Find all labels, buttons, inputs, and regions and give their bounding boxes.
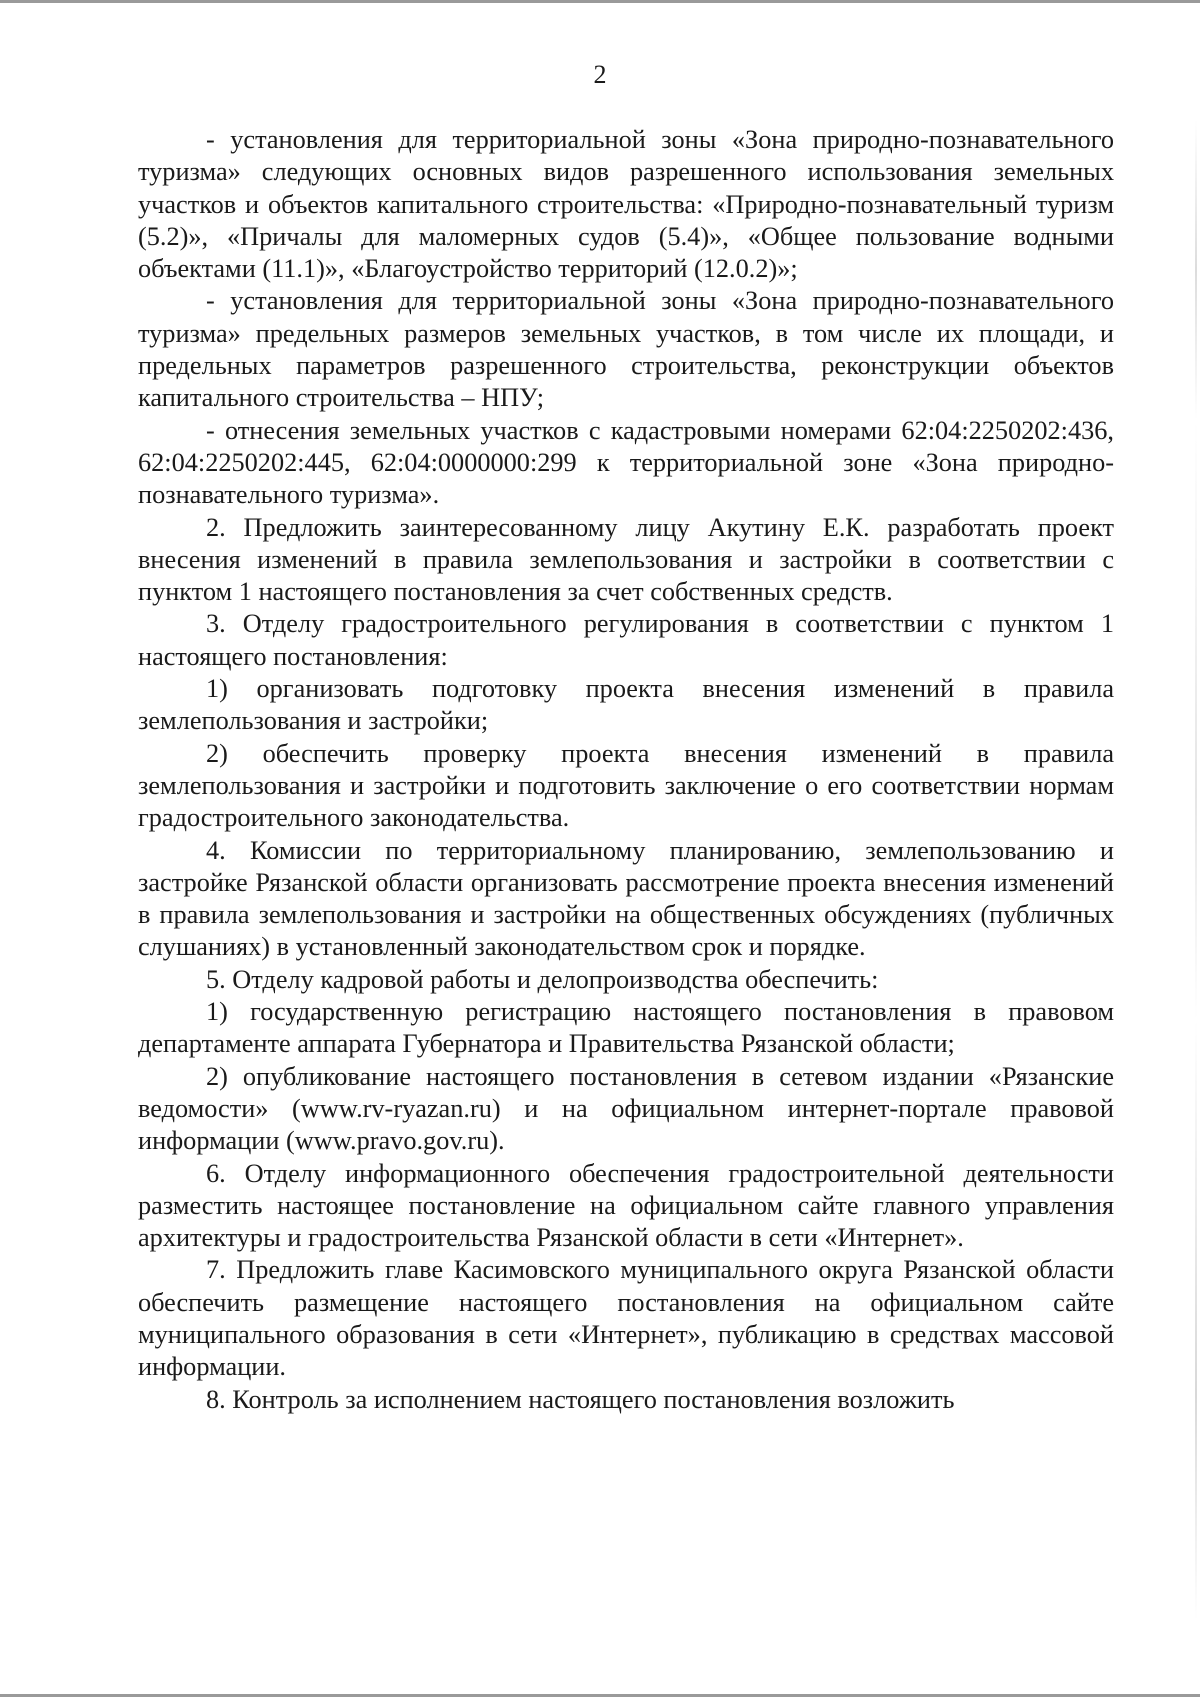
paragraph-item-5-2: 2) опубликование настоящего постановления в сетевом издании «Рязанские ведомости» (www.rv-ryazan.ru) и на официальном интернет-портале правовой информации (www.pravo.gov.ru). [138,1061,1114,1156]
paragraph-item-8: 8. Контроль за исполнением настоящего постановления возложить [206,1384,955,1414]
paragraph-item-2: 2. Предложить заинтересованному лицу Акутину Е.К. разработать проект внесения изменений в правила землепользования и застройки в соответствии с пунктом 1 настоящего постановления за счет собственных средств. [138,512,1114,607]
paragraph-item-6: 6. Отделу информационного обеспечения градостроительной деятельности разместить настоящее постановление на официальном сайте главного управления архитектуры и градостроительства Рязанской области в сети «Интернет». [138,1158,1114,1253]
paragraph-item-3-1: 1) организовать подготовку проекта внесения изменений в правила землепользования и застройки; [138,674,1114,736]
paragraph-plot-limits: - установления для территориальной зоны «Зона природно-познавательного туризма» предельных размеров земельных участков, в том числе их площади, и предельных параметров разрешенного строительства, реконструкции объектов капитального строительства – НПУ; [138,286,1114,413]
document-body [138,124,1114,1416]
paragraph-item-5-1: 1) государственную регистрацию настоящего постановления в правовом департаменте аппарата Губернатора и Правительства Рязанской области; [138,997,1114,1059]
page-number: 2 [593,60,607,89]
paragraph-item-3: 3. Отделу градостроительного регулирования в соответствии с пунктом 1 настоящего постановления: [138,609,1114,671]
scan-edge-top [0,0,1200,3]
paragraph-item-4: 4. Комиссии по территориальному планированию, землепользованию и застройке Рязанской области организовать рассмотрение проекта внесения изменений в правила землепользования и застройки на общественных обсуждениях (публичных слушаниях) в установленный законодательством срок и порядке. [138,835,1114,962]
scan-edge-right [1195,120,1197,1620]
paragraph-item-5: 5. Отделу кадровой работы и делопроизводства обеспечить: [206,964,879,994]
paragraph-land-use-types: - установления для территориальной зоны «Зона природно-познавательного туризма» следующих основных видов разрешенного использования земельных участков и объектов капитального строительства: «Природно-познавательный туризм (5.2)», «Причалы для маломерных судов (5.4)», «Общее пользование водными объектами (11.1)», «Благоустройство территорий (12.0.2)»; [138,125,1114,284]
paragraph-item-7: 7. Предложить главе Касимовского муниципального округа Рязанской области обеспечить размещение настоящего постановления на официальном сайте муниципального образования в сети «Интернет», публикацию в средствах массовой информации. [138,1255,1114,1382]
paragraph-cadastral-numbers: - отнесения земельных участков с кадастровыми номерами 62:04:2250202:436, 62:04:2250202:445, 62:04:0000000:299 к территориальной зоне «Зона природно-познавательного туризма». [138,415,1114,510]
paragraph-item-3-2: 2) обеспечить проверку проекта внесения изменений в правила землепользования и застройки и подготовить заключение о его соответствии нормам градостроительного законодательства. [138,738,1114,833]
